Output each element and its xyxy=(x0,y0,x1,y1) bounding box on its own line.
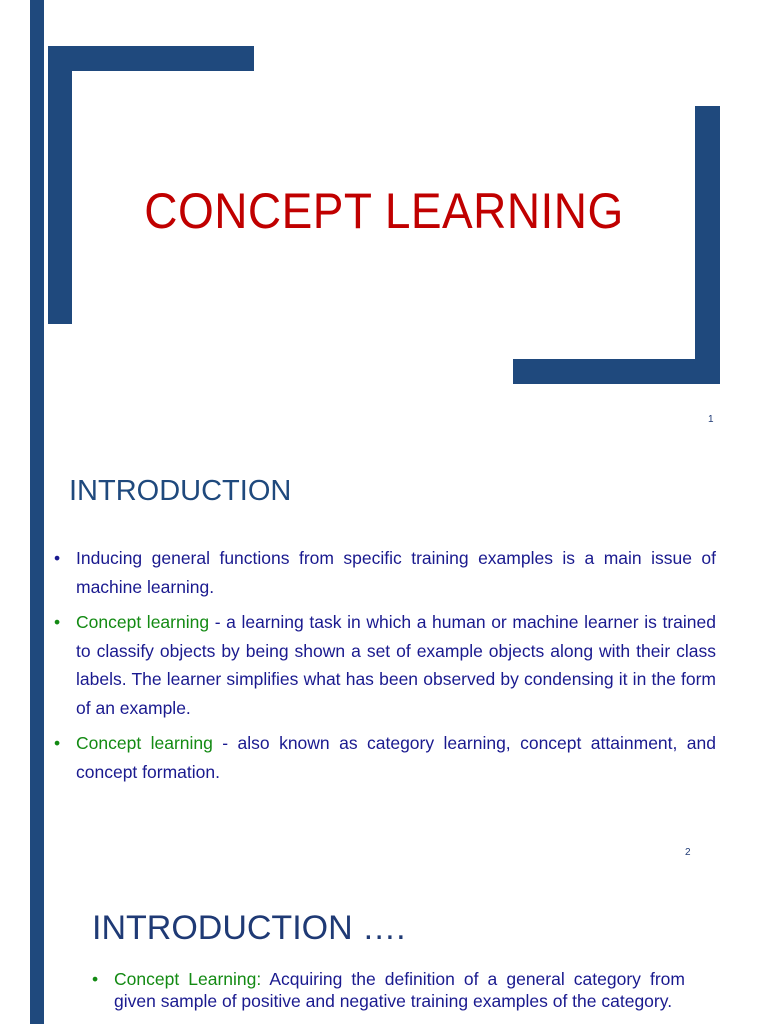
bullet-item xyxy=(54,729,716,786)
slide-3-bullet-list xyxy=(92,968,685,1012)
bullet-text: - also known as category learning, concept attainment, and concept formation. xyxy=(76,733,716,782)
bullet-term: Concept learning xyxy=(76,733,213,753)
bullet-item xyxy=(92,968,685,1012)
bullet-dot-icon: • xyxy=(92,969,99,989)
bullet-term: Concept Learning: xyxy=(114,969,262,989)
bracket-bottom-right-horizontal xyxy=(513,359,720,384)
page-number-1: 1 xyxy=(708,414,714,425)
bullet-text: Acquiring the definition of a general category from given sample of positive and negative training examples of the category. xyxy=(114,969,685,1011)
left-accent-rule xyxy=(30,0,44,1024)
bullet-dot-icon: • xyxy=(54,733,61,753)
bullet-item xyxy=(54,608,716,722)
slide-3-title: INTRODUCTION …. xyxy=(92,909,406,947)
slide-2-bullet-list xyxy=(54,544,716,793)
bullet-item xyxy=(54,544,716,601)
bullet-dot-icon: • xyxy=(54,612,61,632)
bullet-term: Concept learning xyxy=(76,612,210,632)
bracket-bottom-right-vertical xyxy=(695,106,720,384)
slide-1-title: CONCEPT LEARNING xyxy=(144,183,624,239)
bullet-text: Inducing general functions from specific training examples is a main issue of machine learning. xyxy=(76,548,716,597)
slide-2-title: INTRODUCTION xyxy=(69,475,292,507)
page-number-2: 2 xyxy=(685,847,691,858)
bullet-dot-icon: • xyxy=(54,548,61,568)
bullet-text: - a learning task in which a human or machine learner is trained to classify objects by being shown a set of example objects along with their class labels. The learner simplifies what has been observed by condensing it in the form of an example. xyxy=(76,612,717,718)
bracket-top-left-horizontal xyxy=(48,46,254,71)
